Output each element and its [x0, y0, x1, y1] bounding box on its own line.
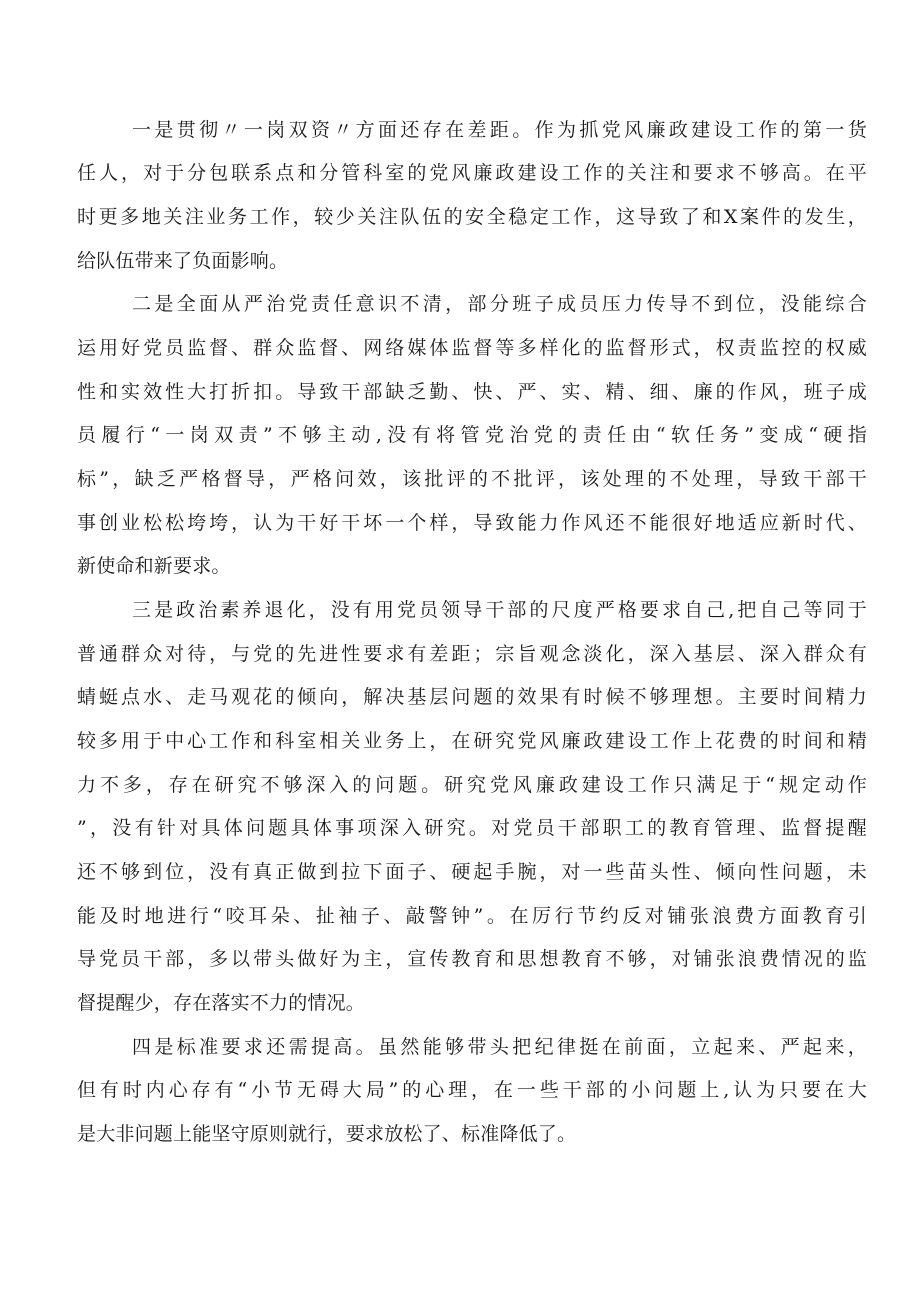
paragraph-4-line-3: 是大非问题上能坚守原则就行，要求放松了、标准降低了。: [77, 1123, 577, 1145]
paragraph-3-line-1: 三是政治素养退化，没有用党员领导干部的尺度严格要求自己,把自己等同于: [132, 599, 867, 621]
paragraph-1-line-3: 时更多地关注业务工作，较少关注队伍的安全稳定工作，这导致了和X案件的发生，: [77, 206, 867, 228]
paragraph-2-line-1: 二是全面从严治党责任意识不清，部分班子成员压力传导不到位，没能综合: [132, 293, 867, 315]
paragraph-4-line-2: 但有时内心存有“小节无碍大局”的心理，在一些干部的小问题上,认为只要在大: [77, 1079, 867, 1101]
paragraph-3-line-7: 还不够到位，没有真正做到拉下面子、硬起手腕，对一些苗头性、倾向性问题，未: [77, 861, 867, 883]
paragraph-1-line-1: 一是贯彻〃一岗双资〃方面还存在差距。作为抓党风廉政建设工作的第一货: [132, 119, 867, 141]
paragraph-4-line-1: 四是标准要求还需提高。虽然能够带头把纪律挺在前面，立起来、严起来，: [132, 1036, 867, 1058]
paragraph-2-line-4: 员履行“一岗双责”不够主动,没有将管党治党的责任由“软任务”变成“硬指: [77, 424, 867, 446]
paragraph-2-line-2: 运用好党员监督、群众监督、网络媒体监督等多样化的监督形式，权责监控的权威: [77, 337, 867, 359]
paragraph-2-line-7: 新使命和新要求。: [77, 555, 231, 577]
paragraph-1-line-2: 任人，对于分包联系点和分管科室的党风廉政建设工作的关注和要求不够高。在平: [77, 162, 867, 184]
paragraph-3-line-8: 能及时地进行“咬耳朵、扯袖子、敲警钟”。在厉行节约反对铺张浪费方面教育引: [77, 905, 867, 927]
paragraph-3-line-6: ”，没有针对具体问题具体事项深入研究。对党员干部职工的教育管理、监督提醒: [77, 817, 867, 839]
paragraph-3-line-10: 督提醒少，存在落实不力的情况。: [77, 992, 366, 1014]
paragraph-3-line-2: 普通群众对待，与党的先进性要求有差距；宗旨观念淡化，深入基层、深入群众有: [77, 643, 867, 665]
paragraph-3-line-5: 力不多，存在研究不够深入的问题。研究党风廉政建设工作只满足于“规定动作: [77, 774, 867, 796]
paragraph-3-line-9: 导党员干部，多以带头做好为主，宣传教育和思想教育不够，对铺张浪费情况的监: [77, 948, 867, 970]
paragraph-2-line-5: 标”，缺乏严格督导，严格问效，该批评的不批评，该处理的不处理，导致干部干: [77, 468, 867, 490]
paragraph-1-line-4: 给队伍带来了负面影响。: [77, 250, 289, 272]
paragraph-3-line-4: 较多用于中心工作和科室相关业务上，在研究党风廉政建设工作上花费的时间和精: [77, 730, 867, 752]
paragraph-2-line-3: 性和实效性大打折扣。导致干部缺乏勤、快、严、实、精、细、廉的作风，班子成: [77, 381, 867, 403]
paragraph-2-line-6: 事创业松松垮垮，认为干好干坏一个样，导致能力作风还不能很好地适应新时代、: [77, 512, 867, 534]
paragraph-3-line-3: 蜻蜓点水、走马观花的倾向，解决基层问题的效果有时候不够理想。主要时间精力: [77, 686, 867, 708]
